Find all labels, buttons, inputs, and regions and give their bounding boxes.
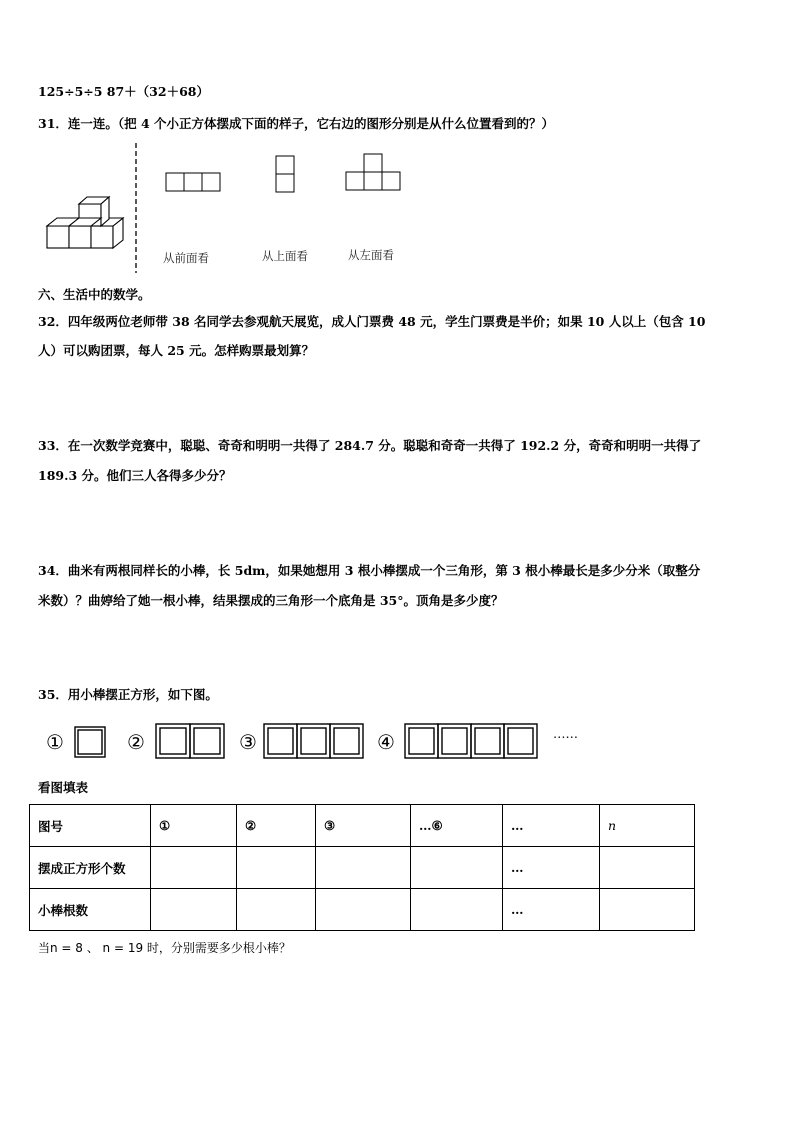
table-cell xyxy=(237,847,316,889)
table-cell: ① xyxy=(151,805,237,847)
table-row xyxy=(30,847,695,889)
figure-label-4: ④ xyxy=(377,730,395,754)
table-cell xyxy=(600,889,695,931)
front-view-shape xyxy=(165,172,225,192)
table-row xyxy=(30,889,695,931)
table-cell: n xyxy=(600,805,695,847)
view-label-left: 从左面看 xyxy=(348,248,394,262)
table-cell xyxy=(151,889,237,931)
table-cell xyxy=(411,889,503,931)
stick-squares-1 xyxy=(72,724,108,760)
table-cell: … xyxy=(503,847,600,889)
view-label-top: 从上面看 xyxy=(262,249,308,263)
table-cell: ③ xyxy=(316,805,411,847)
table-cell xyxy=(411,847,503,889)
final-question: 当n = 8 、 n = 19 时，分别需要多少根小棒？ xyxy=(38,941,291,955)
table-cell xyxy=(316,847,411,889)
table-cell: … xyxy=(503,805,600,847)
table-cell: 小棒根数 xyxy=(30,889,151,931)
figure-ellipsis: …… xyxy=(553,726,578,741)
question-31: 31．连一连。（把 4 个小正方体摆成下面的样子，它右边的图形分别是从什么位置看到的？） xyxy=(38,116,555,131)
table-row xyxy=(30,805,695,847)
question-35: 35．用小棒摆正方形，如下图。 xyxy=(38,687,218,702)
table-cell xyxy=(237,889,316,931)
question-33-line-1: 33．在一次数学竞赛中，聪聪、奇奇和明明一共得了 284.7 分。聪聪和奇奇一共得了 192.2 分，奇奇和明明一共得了 xyxy=(38,438,702,453)
question-32-line-2: 人）可以购团票，每人 25 元。怎样购票最划算？ xyxy=(38,343,315,358)
stick-squares-4 xyxy=(403,722,541,762)
left-view-shape xyxy=(345,153,405,193)
table-cell: …⑥ xyxy=(411,805,503,847)
table-title: 看图填表 xyxy=(38,780,89,795)
figure-label-1: ① xyxy=(46,730,64,754)
figure-label-2: ② xyxy=(127,730,145,754)
table-cell: ② xyxy=(237,805,316,847)
stick-squares-3 xyxy=(262,722,366,762)
cube-stack-figure xyxy=(46,190,136,260)
table-cell xyxy=(316,889,411,931)
fill-in-table xyxy=(29,804,695,931)
table-cell: 摆成正方形个数 xyxy=(30,847,151,889)
table-cell: 图号 xyxy=(30,805,151,847)
section-6-heading: 六、生活中的数学。 xyxy=(38,287,151,302)
question-34-line-1: 34．曲米有两根同样长的小棒，长 5dm，如果她想用 3 根小棒摆成一个三角形，第 3 根小棒最长是多少分米（取整分 xyxy=(38,563,701,578)
view-label-front: 从前面看 xyxy=(163,251,209,265)
dashed-divider xyxy=(134,143,138,273)
question-34-line-2: 米数）？曲婷给了她一根小棒，结果摆成的三角形一个底角是 35°。顶角是多少度？ xyxy=(38,593,504,608)
exercise-line: 125÷5÷5 87＋（32＋68） xyxy=(38,84,209,99)
top-view-shape xyxy=(275,155,297,195)
stick-squares-2 xyxy=(154,722,226,762)
question-33-line-2: 189.3 分。他们三人各得多少分？ xyxy=(38,468,232,483)
table-cell: … xyxy=(503,889,600,931)
figure-label-3: ③ xyxy=(239,730,257,754)
table-cell xyxy=(151,847,237,889)
table-cell xyxy=(600,847,695,889)
question-32-line-1: 32．四年级两位老师带 38 名同学去参观航天展览，成人门票费 48 元，学生门票费是半价；如果 10 人以上（包含 10 xyxy=(38,314,706,329)
